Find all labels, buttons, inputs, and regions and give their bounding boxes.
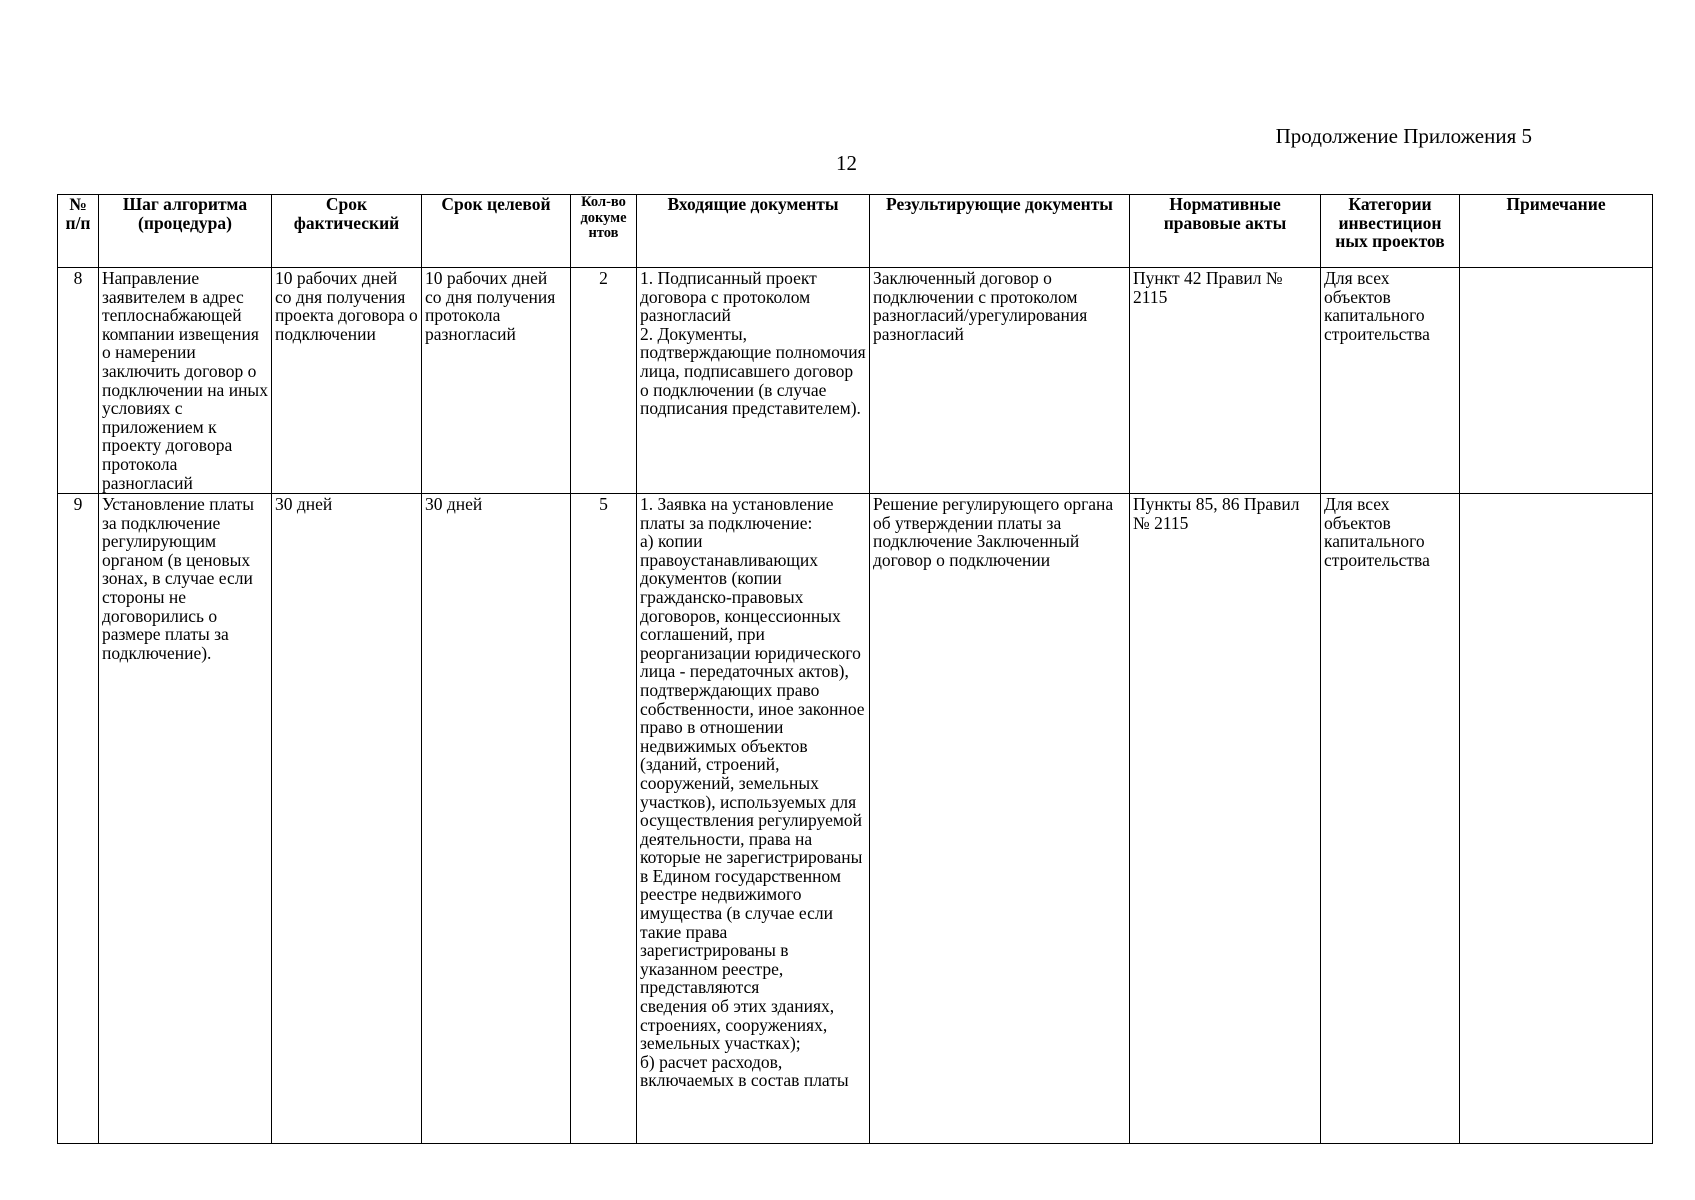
incoming-docs-cell bbox=[637, 268, 870, 494]
legal-acts-cell: Пункт 42 Правил № 2115 bbox=[1130, 268, 1321, 494]
column-header-result-docs: Результирующие документы bbox=[870, 195, 1130, 268]
column-header-target-term: Срок целевой bbox=[422, 195, 571, 268]
categories-cell: Для всех объектов капитального строительства bbox=[1321, 494, 1460, 1144]
incoming-doc-item: б) расчет расходов, включаемых в состав платы bbox=[640, 1051, 849, 1091]
step-cell: Установление платы за подключение регулирующим органом (в ценовых зонах, в случае если стороны не договорились о размере платы за подключение). bbox=[99, 494, 272, 1144]
column-header-incoming-docs: Входящие документы bbox=[637, 195, 870, 268]
page-number: 12 bbox=[836, 151, 857, 175]
legal-acts-cell: Пункты 85, 86 Правил № 2115 bbox=[1130, 494, 1321, 1144]
incoming-doc-item: 1. Заявка на установление платы за подключение: bbox=[640, 494, 834, 533]
incoming-docs-cell bbox=[637, 494, 870, 1144]
column-header-legal-acts: Нормативные правовые акты bbox=[1130, 195, 1321, 268]
continuation-label: Продолжение Приложения 5 bbox=[1275, 124, 1532, 148]
target-term-cell: 30 дней bbox=[422, 494, 571, 1144]
column-header-step: Шаг алгоритма (процедура) bbox=[99, 195, 272, 268]
column-header-num: № п/п bbox=[58, 195, 99, 268]
result-docs-cell: Заключенный договор о подключении с протоколом разногласий/урегулирования разногласий bbox=[870, 268, 1130, 494]
column-header-actual-term: Срок фактический bbox=[272, 195, 422, 268]
doc-count-cell: 2 bbox=[571, 268, 637, 494]
doc-count-cell: 5 bbox=[571, 494, 637, 1144]
note-cell bbox=[1460, 494, 1653, 1144]
note-cell bbox=[1460, 268, 1653, 494]
procedure-table bbox=[57, 194, 1653, 1144]
actual-term-cell: 30 дней bbox=[272, 494, 422, 1144]
incoming-doc-item: 1. Подписанный проект договора с протоколом разногласий bbox=[640, 268, 817, 326]
table-header-row bbox=[58, 195, 1653, 268]
actual-term-cell: 10 рабочих дней со дня получения проекта договора о подключении bbox=[272, 268, 422, 494]
column-header-categories: Категории инвестицион ных проектов bbox=[1321, 195, 1460, 268]
incoming-doc-item: сведения об этих зданиях, строениях, сооружениях, земельных участках); bbox=[640, 996, 835, 1054]
table-row bbox=[58, 494, 1653, 1144]
incoming-doc-item: 2. Документы, подтверждающие полномочия лица, подписавшего договор о подключении (в случае подписания представителем). bbox=[640, 323, 866, 419]
table-row bbox=[58, 268, 1653, 494]
column-header-doc-count: Кол-во докуме нтов bbox=[571, 195, 637, 268]
incoming-doc-item: а) копии правоустанавливающих документов (копии гражданско-правовых договоров, концессионных соглашений, при реорганизации юридического лица - передаточных актов), подтверждающих право собственности, иное законное право в отношении недвижимых объектов (зданий, строений, сооружений, земельных участков), используемых для осуществления регулируемой деятельности, права на которые не зарегистрированы в Едином государственном реестре недвижимого имущества (в случае если такие права зарегистрированы в указанном реестре, представляются bbox=[640, 531, 865, 998]
result-docs-cell: Решение регулирующего органа об утверждении платы за подключение Заключенный договор о подключении bbox=[870, 494, 1130, 1144]
column-header-note: Примечание bbox=[1460, 195, 1653, 268]
target-term-cell: 10 рабочих дней со дня получения протокола разногласий bbox=[422, 268, 571, 494]
categories-cell: Для всех объектов капитального строительства bbox=[1321, 268, 1460, 494]
row-number: 9 bbox=[58, 494, 99, 1144]
step-cell: Направление заявителем в адрес теплоснабжающей компании извещения о намерении заключить договор о подключении на иных условиях с приложением к проекту договора протокола разногласий bbox=[99, 268, 272, 494]
row-number: 8 bbox=[58, 268, 99, 494]
